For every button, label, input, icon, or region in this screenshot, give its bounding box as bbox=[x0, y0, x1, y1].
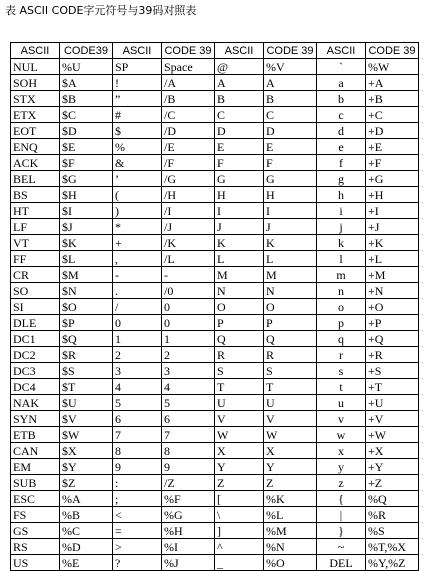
ascii-cell: Z bbox=[215, 475, 264, 491]
ascii-cell: 6 bbox=[113, 411, 162, 427]
code39-cell: R bbox=[264, 347, 317, 363]
code39-cell: D bbox=[264, 123, 317, 139]
ascii-cell: ’ bbox=[113, 171, 162, 187]
code39-cell: $W bbox=[60, 427, 113, 443]
ascii-cell: SYN bbox=[11, 411, 60, 427]
code39-cell: %T,%X bbox=[366, 539, 419, 555]
code39-cell: +X bbox=[366, 443, 419, 459]
code39-cell: $J bbox=[60, 219, 113, 235]
ascii-cell: k bbox=[317, 235, 366, 251]
ascii-cell: G bbox=[215, 171, 264, 187]
code39-cell: +F bbox=[366, 155, 419, 171]
ascii-cell: # bbox=[113, 107, 162, 123]
code39-cell: /C bbox=[162, 107, 215, 123]
ascii-cell: = bbox=[113, 523, 162, 539]
code39-cell: G bbox=[264, 171, 317, 187]
table-row bbox=[11, 187, 419, 203]
ascii-cell: z bbox=[317, 475, 366, 491]
code39-cell: +N bbox=[366, 283, 419, 299]
code39-cell: Q bbox=[264, 331, 317, 347]
ascii-cell: CAN bbox=[11, 443, 60, 459]
header-ascii: ASCII bbox=[215, 43, 264, 59]
table-row bbox=[11, 91, 419, 107]
table-row bbox=[11, 171, 419, 187]
ascii-cell: ( bbox=[113, 187, 162, 203]
code39-cell: W bbox=[264, 427, 317, 443]
code39-cell: /I bbox=[162, 203, 215, 219]
ascii-cell: DC4 bbox=[11, 379, 60, 395]
ascii-cell: VT bbox=[11, 235, 60, 251]
ascii-cell: ; bbox=[113, 491, 162, 507]
ascii-cell: 8 bbox=[113, 443, 162, 459]
ascii-cell: e bbox=[317, 139, 366, 155]
code39-cell: /0 bbox=[162, 283, 215, 299]
ascii-cell: < bbox=[113, 507, 162, 523]
table-row bbox=[11, 315, 419, 331]
ascii-cell: US bbox=[11, 555, 60, 571]
code39-cell: A bbox=[264, 75, 317, 91]
code39-cell: O bbox=[264, 299, 317, 315]
ascii-cell: P bbox=[215, 315, 264, 331]
code39-cell: $S bbox=[60, 363, 113, 379]
ascii-cell: c bbox=[317, 107, 366, 123]
ascii-cell: - bbox=[113, 267, 162, 283]
ascii-cell: SUB bbox=[11, 475, 60, 491]
ascii-cell: ENQ bbox=[11, 139, 60, 155]
code39-cell: U bbox=[264, 395, 317, 411]
ascii-cell: N bbox=[215, 283, 264, 299]
table-row bbox=[11, 251, 419, 267]
ascii-cell: DC2 bbox=[11, 347, 60, 363]
code39-cell: %O bbox=[264, 555, 317, 571]
code39-cell: +E bbox=[366, 139, 419, 155]
table-row bbox=[11, 539, 419, 555]
code39-cell: %B bbox=[60, 507, 113, 523]
code39-cell: %I bbox=[162, 539, 215, 555]
table-row bbox=[11, 395, 419, 411]
table-row bbox=[11, 299, 419, 315]
ascii-cell: + bbox=[113, 235, 162, 251]
ascii-cell: RS bbox=[11, 539, 60, 555]
ascii-cell: ) bbox=[113, 203, 162, 219]
ascii-cell: / bbox=[113, 299, 162, 315]
code39-cell: Space bbox=[162, 59, 215, 75]
ascii-cell: H bbox=[215, 187, 264, 203]
ascii-cell: HT bbox=[11, 203, 60, 219]
ascii-cell: f bbox=[317, 155, 366, 171]
code39-cell: K bbox=[264, 235, 317, 251]
ascii-cell: a bbox=[317, 75, 366, 91]
code39-cell: $A bbox=[60, 75, 113, 91]
code39-cell: $P bbox=[60, 315, 113, 331]
code39-cell: /Z bbox=[162, 475, 215, 491]
ascii-cell: ESC bbox=[11, 491, 60, 507]
code39-cell: +C bbox=[366, 107, 419, 123]
table-row bbox=[11, 107, 419, 123]
code39-cell: 7 bbox=[162, 427, 215, 443]
code39-cell: $H bbox=[60, 187, 113, 203]
code39-cell: T bbox=[264, 379, 317, 395]
ascii-cell: 3 bbox=[113, 363, 162, 379]
code39-cell: $Y bbox=[60, 459, 113, 475]
header-ascii: ASCII bbox=[113, 43, 162, 59]
table-row bbox=[11, 555, 419, 571]
ascii-cell: O bbox=[215, 299, 264, 315]
ascii-cell: 4 bbox=[113, 379, 162, 395]
code39-cell: %S bbox=[366, 523, 419, 539]
code39-cell: $B bbox=[60, 91, 113, 107]
code39-cell: 1 bbox=[162, 331, 215, 347]
ascii-code39-table bbox=[10, 42, 419, 571]
code39-cell: /H bbox=[162, 187, 215, 203]
ascii-cell: FF bbox=[11, 251, 60, 267]
ascii-cell: . bbox=[113, 283, 162, 299]
code39-cell: $O bbox=[60, 299, 113, 315]
ascii-cell: J bbox=[215, 219, 264, 235]
table-row bbox=[11, 491, 419, 507]
code39-cell: +P bbox=[366, 315, 419, 331]
code39-cell: 0 bbox=[162, 315, 215, 331]
ascii-cell: _ bbox=[215, 555, 264, 571]
ascii-cell: BS bbox=[11, 187, 60, 203]
ascii-cell: BEL bbox=[11, 171, 60, 187]
code39-cell: $X bbox=[60, 443, 113, 459]
ascii-cell: ] bbox=[215, 523, 264, 539]
code39-cell: /E bbox=[162, 139, 215, 155]
ascii-cell: y bbox=[317, 459, 366, 475]
ascii-cell: DEL bbox=[317, 555, 366, 571]
ascii-cell: ACK bbox=[11, 155, 60, 171]
ascii-cell: h bbox=[317, 187, 366, 203]
code39-cell: $C bbox=[60, 107, 113, 123]
code39-cell: M bbox=[264, 267, 317, 283]
code39-cell: +G bbox=[366, 171, 419, 187]
code39-cell: /F bbox=[162, 155, 215, 171]
ascii-cell: Y bbox=[215, 459, 264, 475]
ascii-cell: ETB bbox=[11, 427, 60, 443]
ascii-cell: T bbox=[215, 379, 264, 395]
ascii-cell: * bbox=[113, 219, 162, 235]
ascii-cell: g bbox=[317, 171, 366, 187]
table-row bbox=[11, 363, 419, 379]
ascii-cell: t bbox=[317, 379, 366, 395]
code39-cell: 8 bbox=[162, 443, 215, 459]
code39-cell: %E bbox=[60, 555, 113, 571]
ascii-cell: q bbox=[317, 331, 366, 347]
header-code39: CODE 39 bbox=[162, 43, 215, 59]
ascii-cell: 9 bbox=[113, 459, 162, 475]
code39-cell: P bbox=[264, 315, 317, 331]
code39-cell: +D bbox=[366, 123, 419, 139]
code39-cell: /A bbox=[162, 75, 215, 91]
code39-cell: +V bbox=[366, 411, 419, 427]
ascii-cell: LF bbox=[11, 219, 60, 235]
code39-cell: I bbox=[264, 203, 317, 219]
ascii-cell: 2 bbox=[113, 347, 162, 363]
table-row bbox=[11, 139, 419, 155]
code39-cell: +Z bbox=[366, 475, 419, 491]
code39-cell: $F bbox=[60, 155, 113, 171]
code39-cell: /G bbox=[162, 171, 215, 187]
table-row bbox=[11, 427, 419, 443]
table-row bbox=[11, 155, 419, 171]
code39-cell: %F bbox=[162, 491, 215, 507]
code39-cell: $D bbox=[60, 123, 113, 139]
ascii-cell: b bbox=[317, 91, 366, 107]
table-row bbox=[11, 411, 419, 427]
ascii-cell: , bbox=[113, 251, 162, 267]
ascii-cell: i bbox=[317, 203, 366, 219]
ascii-cell: > bbox=[113, 539, 162, 555]
ascii-cell: p bbox=[317, 315, 366, 331]
ascii-cell: 0 bbox=[113, 315, 162, 331]
table-row bbox=[11, 267, 419, 283]
code39-cell: +J bbox=[366, 219, 419, 235]
ascii-cell: : bbox=[113, 475, 162, 491]
ascii-cell: [ bbox=[215, 491, 264, 507]
header-code39: CODE39 bbox=[60, 43, 113, 59]
ascii-cell: X bbox=[215, 443, 264, 459]
code39-cell: 5 bbox=[162, 395, 215, 411]
ascii-cell: n bbox=[317, 283, 366, 299]
code39-cell: $U bbox=[60, 395, 113, 411]
code39-cell: %C bbox=[60, 523, 113, 539]
code39-cell: %J bbox=[162, 555, 215, 571]
code39-cell: %M bbox=[264, 523, 317, 539]
ascii-cell: EOT bbox=[11, 123, 60, 139]
ascii-cell: { bbox=[317, 491, 366, 507]
code39-cell: /D bbox=[162, 123, 215, 139]
ascii-cell: C bbox=[215, 107, 264, 123]
table-row bbox=[11, 507, 419, 523]
ascii-cell: ETX bbox=[11, 107, 60, 123]
ascii-cell: % bbox=[113, 139, 162, 155]
ascii-cell: V bbox=[215, 411, 264, 427]
ascii-cell: S bbox=[215, 363, 264, 379]
ascii-cell: GS bbox=[11, 523, 60, 539]
table-row bbox=[11, 219, 419, 235]
table-row bbox=[11, 379, 419, 395]
code39-cell: V bbox=[264, 411, 317, 427]
code39-cell: +K bbox=[366, 235, 419, 251]
table-row bbox=[11, 475, 419, 491]
table-row bbox=[11, 443, 419, 459]
table-row bbox=[11, 331, 419, 347]
code39-cell: /J bbox=[162, 219, 215, 235]
table-row bbox=[11, 347, 419, 363]
code39-cell: $R bbox=[60, 347, 113, 363]
code39-cell: $I bbox=[60, 203, 113, 219]
code39-cell: +U bbox=[366, 395, 419, 411]
ascii-cell: B bbox=[215, 91, 264, 107]
code39-cell: +I bbox=[366, 203, 419, 219]
ascii-cell: E bbox=[215, 139, 264, 155]
ascii-cell: W bbox=[215, 427, 264, 443]
code39-cell: 0 bbox=[162, 299, 215, 315]
code39-cell: +T bbox=[366, 379, 419, 395]
code39-cell: 3 bbox=[162, 363, 215, 379]
table-row bbox=[11, 459, 419, 475]
header-code39: CODE 39 bbox=[264, 43, 317, 59]
ascii-cell: I bbox=[215, 203, 264, 219]
code39-cell: +O bbox=[366, 299, 419, 315]
table-row bbox=[11, 283, 419, 299]
code39-cell: +A bbox=[366, 75, 419, 91]
code39-cell: %D bbox=[60, 539, 113, 555]
ascii-cell: s bbox=[317, 363, 366, 379]
ascii-cell: j bbox=[317, 219, 366, 235]
code39-cell: N bbox=[264, 283, 317, 299]
ascii-cell: r bbox=[317, 347, 366, 363]
code39-cell: /K bbox=[162, 235, 215, 251]
ascii-cell: SO bbox=[11, 283, 60, 299]
code39-cell: +Y bbox=[366, 459, 419, 475]
ascii-cell: K bbox=[215, 235, 264, 251]
code39-cell: +Q bbox=[366, 331, 419, 347]
code39-cell: $V bbox=[60, 411, 113, 427]
code39-cell: %Y,%Z bbox=[366, 555, 419, 571]
table-row bbox=[11, 75, 419, 91]
code39-cell: C bbox=[264, 107, 317, 123]
code39-cell: %R bbox=[366, 507, 419, 523]
code39-cell: $T bbox=[60, 379, 113, 395]
ascii-cell: F bbox=[215, 155, 264, 171]
ascii-cell: 1 bbox=[113, 331, 162, 347]
ascii-cell: DLE bbox=[11, 315, 60, 331]
header-row bbox=[11, 43, 419, 59]
ascii-cell: | bbox=[317, 507, 366, 523]
code39-cell: F bbox=[264, 155, 317, 171]
code39-cell: %N bbox=[264, 539, 317, 555]
ascii-cell: FS bbox=[11, 507, 60, 523]
code39-cell: $Z bbox=[60, 475, 113, 491]
code39-cell: 2 bbox=[162, 347, 215, 363]
ascii-cell: CR bbox=[11, 267, 60, 283]
ascii-cell: 5 bbox=[113, 395, 162, 411]
code39-cell: $K bbox=[60, 235, 113, 251]
code39-cell: S bbox=[264, 363, 317, 379]
code39-cell: - bbox=[162, 267, 215, 283]
header-ascii: ASCII bbox=[11, 43, 60, 59]
code39-cell: $M bbox=[60, 267, 113, 283]
ascii-cell: x bbox=[317, 443, 366, 459]
ascii-cell: l bbox=[317, 251, 366, 267]
ascii-cell: Q bbox=[215, 331, 264, 347]
code39-cell: +H bbox=[366, 187, 419, 203]
code39-cell: +M bbox=[366, 267, 419, 283]
code39-cell: 9 bbox=[162, 459, 215, 475]
header-ascii: ASCII bbox=[317, 43, 366, 59]
ascii-cell: ” bbox=[113, 91, 162, 107]
code39-cell: %Q bbox=[366, 491, 419, 507]
code39-cell: B bbox=[264, 91, 317, 107]
ascii-cell: ? bbox=[113, 555, 162, 571]
ascii-cell: SP bbox=[113, 59, 162, 75]
code39-cell: +B bbox=[366, 91, 419, 107]
ascii-cell: o bbox=[317, 299, 366, 315]
code39-cell: %L bbox=[264, 507, 317, 523]
ascii-cell: @ bbox=[215, 59, 264, 75]
code39-cell: L bbox=[264, 251, 317, 267]
table-row bbox=[11, 203, 419, 219]
header-code39: CODE 39 bbox=[366, 43, 419, 59]
code39-cell: Y bbox=[264, 459, 317, 475]
ascii-cell: w bbox=[317, 427, 366, 443]
table-row bbox=[11, 235, 419, 251]
ascii-cell: ! bbox=[113, 75, 162, 91]
ascii-cell: SOH bbox=[11, 75, 60, 91]
code39-cell: %A bbox=[60, 491, 113, 507]
table-row bbox=[11, 123, 419, 139]
code39-cell: %H bbox=[162, 523, 215, 539]
ascii-cell: & bbox=[113, 155, 162, 171]
code39-cell: H bbox=[264, 187, 317, 203]
code39-cell: 6 bbox=[162, 411, 215, 427]
code39-cell: %K bbox=[264, 491, 317, 507]
ascii-cell: M bbox=[215, 267, 264, 283]
code39-cell: %W bbox=[366, 59, 419, 75]
ascii-cell: STX bbox=[11, 91, 60, 107]
ascii-cell: EM bbox=[11, 459, 60, 475]
code39-cell: $N bbox=[60, 283, 113, 299]
ascii-cell: NUL bbox=[11, 59, 60, 75]
code39-cell: $L bbox=[60, 251, 113, 267]
code39-cell: %V bbox=[264, 59, 317, 75]
table-body bbox=[11, 59, 419, 571]
ascii-cell: SI bbox=[11, 299, 60, 315]
ascii-cell: NAK bbox=[11, 395, 60, 411]
code39-cell: J bbox=[264, 219, 317, 235]
code39-cell: $Q bbox=[60, 331, 113, 347]
ascii-cell: u bbox=[317, 395, 366, 411]
code39-cell: 4 bbox=[162, 379, 215, 395]
code39-cell: Z bbox=[264, 475, 317, 491]
ascii-cell: R bbox=[215, 347, 264, 363]
ascii-cell: U bbox=[215, 395, 264, 411]
code39-cell: E bbox=[264, 139, 317, 155]
ascii-cell: m bbox=[317, 267, 366, 283]
ascii-cell: 7 bbox=[113, 427, 162, 443]
ascii-cell: A bbox=[215, 75, 264, 91]
ascii-cell: $ bbox=[113, 123, 162, 139]
ascii-cell: L bbox=[215, 251, 264, 267]
table-row bbox=[11, 59, 419, 75]
ascii-cell: } bbox=[317, 523, 366, 539]
code39-cell: X bbox=[264, 443, 317, 459]
ascii-cell: DC3 bbox=[11, 363, 60, 379]
code39-cell: +W bbox=[366, 427, 419, 443]
document-title: 表 ASCII CODE字元符号与39码对照表 bbox=[5, 4, 197, 17]
code39-cell: $E bbox=[60, 139, 113, 155]
code39-cell: /B bbox=[162, 91, 215, 107]
ascii-cell: \ bbox=[215, 507, 264, 523]
code39-cell: +R bbox=[366, 347, 419, 363]
code39-cell: +S bbox=[366, 363, 419, 379]
ascii-cell: ` bbox=[317, 59, 366, 75]
ascii-cell: ^ bbox=[215, 539, 264, 555]
code39-cell: $G bbox=[60, 171, 113, 187]
ascii-cell: d bbox=[317, 123, 366, 139]
ascii-cell: DC1 bbox=[11, 331, 60, 347]
ascii-cell: v bbox=[317, 411, 366, 427]
ascii-cell: D bbox=[215, 123, 264, 139]
code39-cell: %U bbox=[60, 59, 113, 75]
code39-cell: +L bbox=[366, 251, 419, 267]
ascii-cell: ~ bbox=[317, 539, 366, 555]
code39-cell: /L bbox=[162, 251, 215, 267]
code39-cell: %G bbox=[162, 507, 215, 523]
